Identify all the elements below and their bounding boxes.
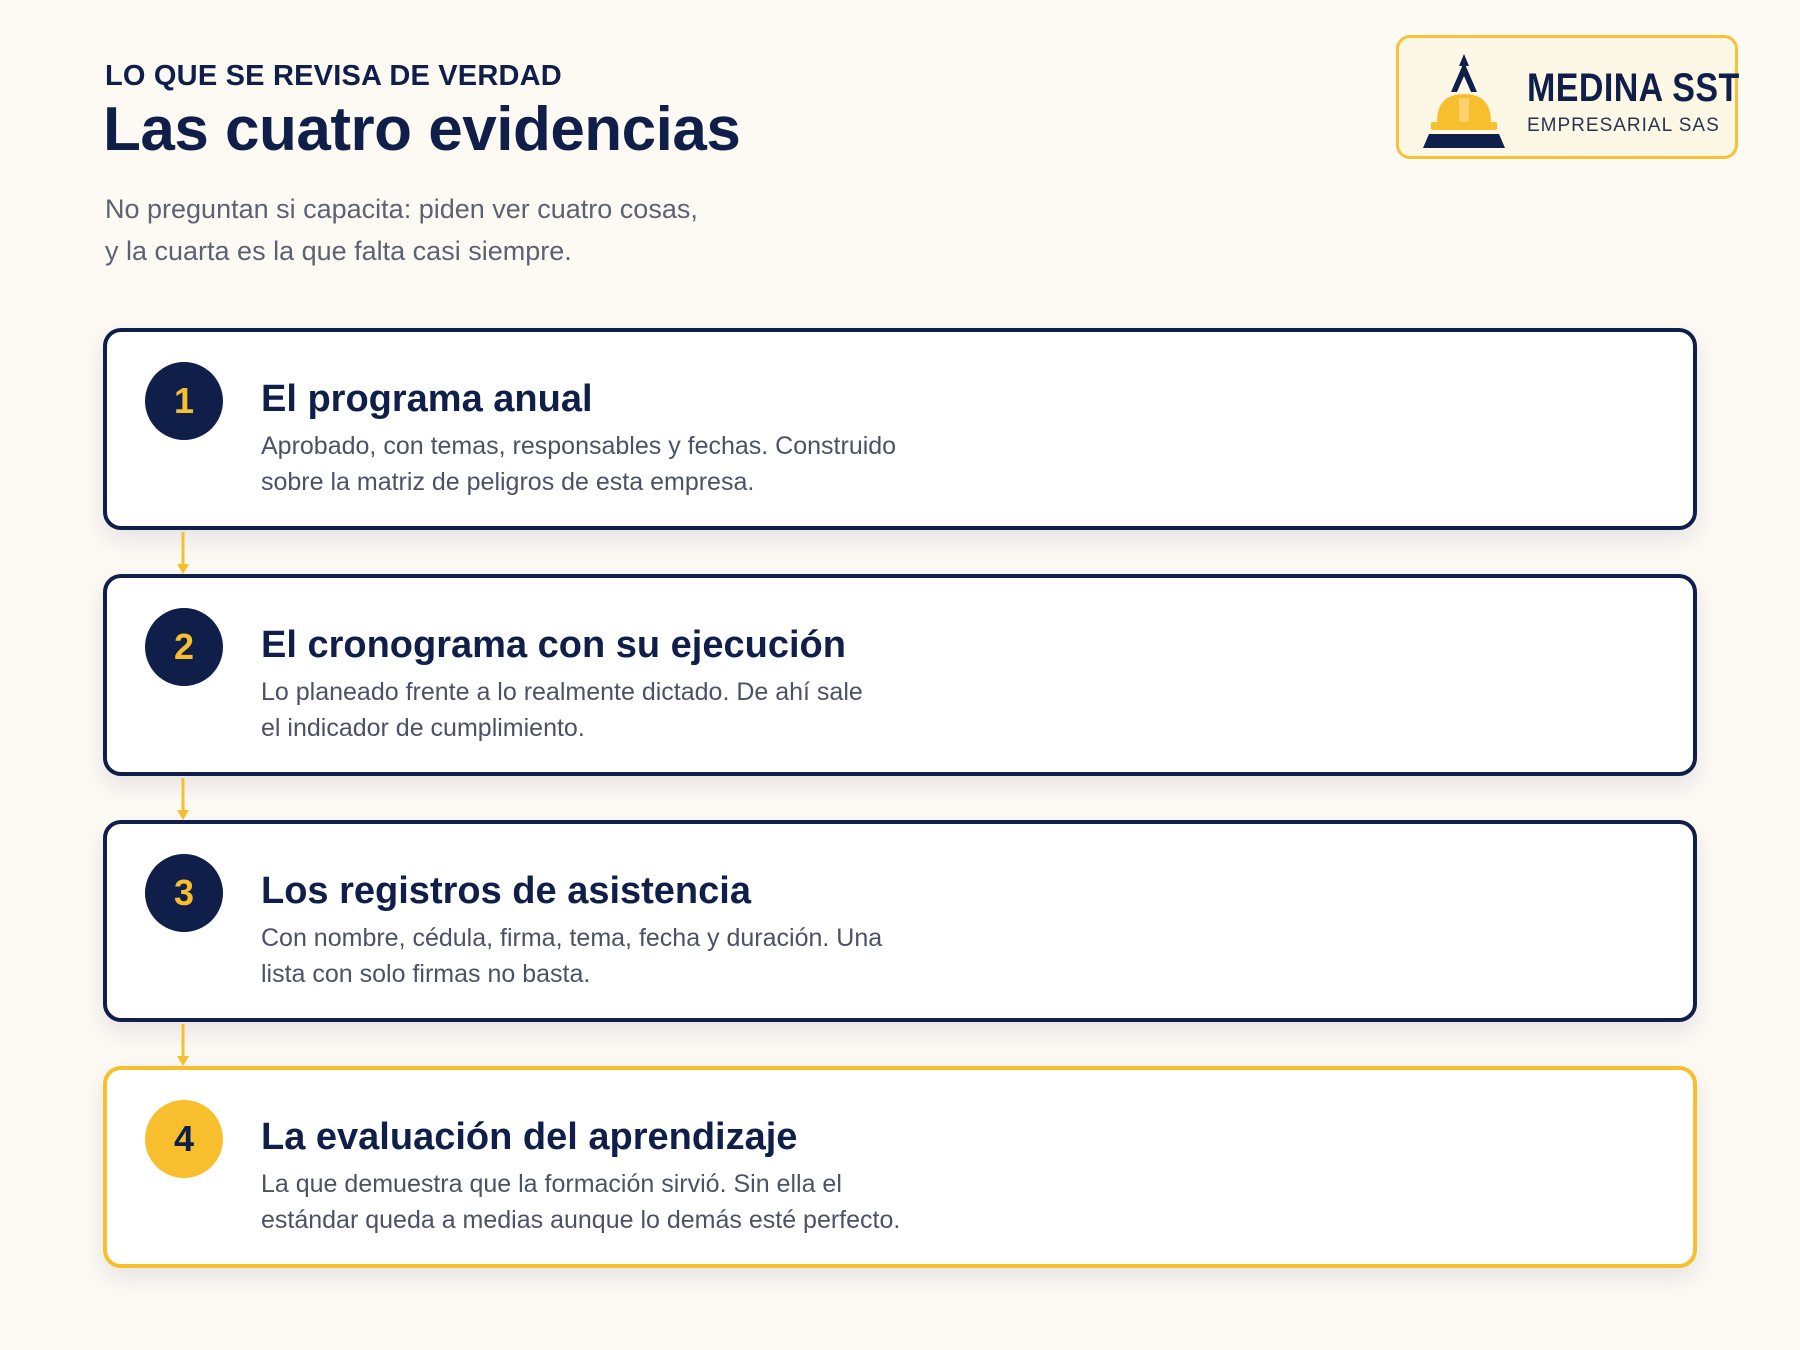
down-arrow-connector-icon bbox=[177, 532, 189, 576]
step-description bbox=[261, 1166, 1021, 1238]
subtitle-line-1: No preguntan si capacita: piden ver cuatro cosas, bbox=[105, 194, 698, 224]
hard-hat-logo-icon bbox=[1419, 48, 1509, 152]
step-description-line-1: Con nombre, cédula, firma, tema, fecha y duración. Una bbox=[261, 924, 883, 952]
step-title: El cronograma con su ejecución bbox=[261, 624, 846, 666]
step-card-3 bbox=[103, 820, 1697, 1022]
step-description-line-1: Aprobado, con temas, responsables y fechas. Construido bbox=[261, 432, 897, 460]
logo-company-subtitle: EMPRESARIAL SAS bbox=[1527, 115, 1720, 136]
step-description-line-2: estándar queda a medias aunque lo demás esté perfecto. bbox=[261, 1206, 901, 1234]
step-title: La evaluación del aprendizaje bbox=[261, 1116, 798, 1158]
eyebrow-label: LO QUE SE REVISA DE VERDAD bbox=[105, 60, 562, 92]
step-description-line-1: La que demuestra que la formación sirvió. Sin ella el bbox=[261, 1170, 842, 1198]
step-number-badge: 2 bbox=[145, 608, 223, 686]
step-number-badge: 4 bbox=[145, 1100, 223, 1178]
step-title: El programa anual bbox=[261, 378, 593, 420]
step-number-badge: 1 bbox=[145, 362, 223, 440]
step-card-2 bbox=[103, 574, 1697, 776]
step-description-line-2: sobre la matriz de peligros de esta empresa. bbox=[261, 468, 755, 496]
step-description bbox=[261, 920, 1021, 992]
step-description-line-1: Lo planeado frente a lo realmente dictado. De ahí sale bbox=[261, 678, 863, 706]
page-title: Las cuatro evidencias bbox=[103, 95, 741, 164]
step-number-badge: 3 bbox=[145, 854, 223, 932]
subtitle-line-2: y la cuarta es la que falta casi siempre. bbox=[105, 236, 572, 266]
logo-company-name: MEDINA SST bbox=[1527, 66, 1740, 110]
step-description bbox=[261, 428, 1021, 500]
down-arrow-connector-icon bbox=[177, 778, 189, 822]
down-arrow-connector-icon bbox=[177, 1024, 189, 1068]
company-logo bbox=[1396, 35, 1738, 159]
step-title: Los registros de asistencia bbox=[261, 870, 751, 912]
step-description-line-2: lista con solo firmas no basta. bbox=[261, 960, 591, 988]
step-description bbox=[261, 674, 1021, 746]
step-card-1 bbox=[103, 328, 1697, 530]
step-card-4 bbox=[103, 1066, 1697, 1268]
step-description-line-2: el indicador de cumplimiento. bbox=[261, 714, 585, 742]
page-subtitle bbox=[105, 188, 805, 272]
